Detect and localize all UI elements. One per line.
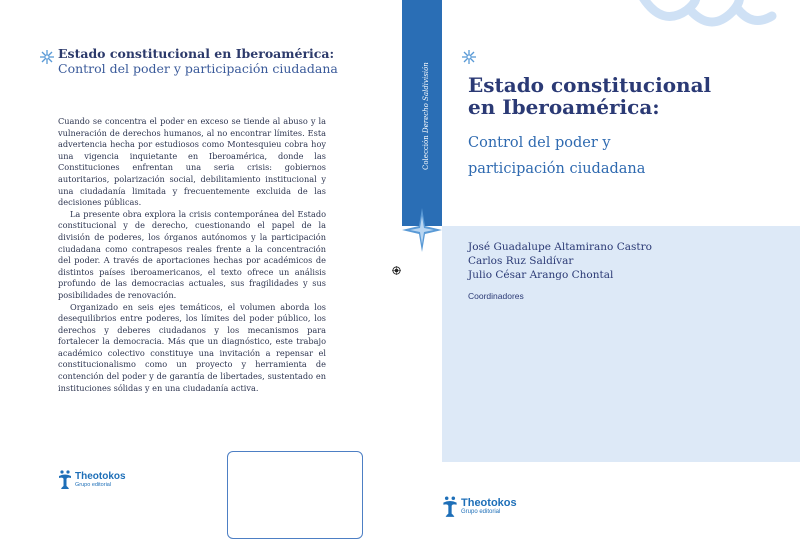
front-cover (442, 0, 800, 553)
blurb-paragraph-1: Cuando se concentra el poder en exceso se tiende al abuso y la vulneración de derechos humanos, al no encontrar límites. Esta advertencia hecha por estudiosos como Montesquieu cobra hoy una vigencia inquietante en Iberoamérica, donde las Constituciones enfrentan una seria crisis: gobiernos autoritarios, polarización social, debilitamiento institucional y una ciudadanía limitada y frecuentemente excluida de las decisiones públicas. (58, 116, 326, 208)
blurb-paragraph-3: Organizado en seis ejes temáticos, el volumen aborda los desequilibrios entre poderes, los límites del poder público, los derechos y deberes ciudadanos y los mecanismos para fortalecer la democracia. Más que un diagnóstico, este trabajo académico colectivo constituye una invitación a repensar el constitucionalismo como un proyecto y herramienta de contención del poder y de garantía de libertades, sustentado en instituciones sólidas y en una ciudadanía activa. (58, 301, 326, 393)
back-logo-name: Theotokos (75, 471, 126, 482)
front-title-line2: en Iberoamérica: (468, 95, 660, 119)
front-subtitle-line1: Control del poder y (468, 135, 611, 151)
author-1: José Guadalupe Altamirano Castro (468, 241, 652, 253)
back-title-line2: Control del poder y participación ciudadana (58, 61, 338, 76)
back-cover-title (58, 46, 378, 76)
front-subtitle-line2: participación ciudadana (468, 161, 646, 177)
spine-collection-label: Colección (422, 135, 430, 170)
spine-star-burst-icon (402, 208, 442, 252)
star-burst-icon (462, 50, 476, 64)
back-title-line1: Estado constitucional en Iberoamérica: (58, 46, 335, 61)
barcode-area (227, 451, 363, 539)
front-cover-subtitle (468, 130, 768, 182)
spine (402, 0, 442, 553)
back-cover-blurb (58, 116, 326, 394)
theotokos-logo-icon (58, 470, 72, 490)
star-burst-icon (40, 50, 54, 64)
spine-collection-text (422, 62, 430, 170)
front-logo-subtitle: Grupo editorial (461, 509, 501, 515)
theotokos-logo-icon (442, 496, 458, 518)
author-2: Carlos Ruz Saldívar (468, 255, 574, 268)
spine-blue-band (402, 0, 442, 226)
front-publisher-logo (442, 496, 517, 518)
back-publisher-logo (58, 470, 126, 490)
registration-mark-icon (392, 266, 401, 275)
front-title-line1: Estado constitucional (468, 73, 712, 97)
author-3: Julio César Arango Chontal (468, 269, 614, 282)
spine-collection-name: Derecho Saldivisión (422, 62, 430, 133)
author-list (468, 240, 768, 283)
front-top-panel (442, 0, 800, 226)
blurb-paragraph-2: La presente obra explora la crisis contemporánea del Estado constitucional y de derecho, cuestionando el papel de la división de poderes, los órganos autónomos y la participación ciudadana como contrapesos reales frente a la concentración del poder. A través de aportaciones hechas por académicos de distintos países iberoamericanos, el texto ofrece un análisis profundo de las democracias actuales, sus fragilidades y sus posibilidades de renovación. (58, 208, 326, 300)
front-logo-name: Theotokos (461, 497, 517, 509)
front-cover-title (468, 74, 788, 118)
decorative-ornament-icon (632, 0, 782, 38)
back-logo-subtitle: Grupo editorial (75, 482, 112, 488)
author-role: Coordinadores (468, 291, 524, 301)
